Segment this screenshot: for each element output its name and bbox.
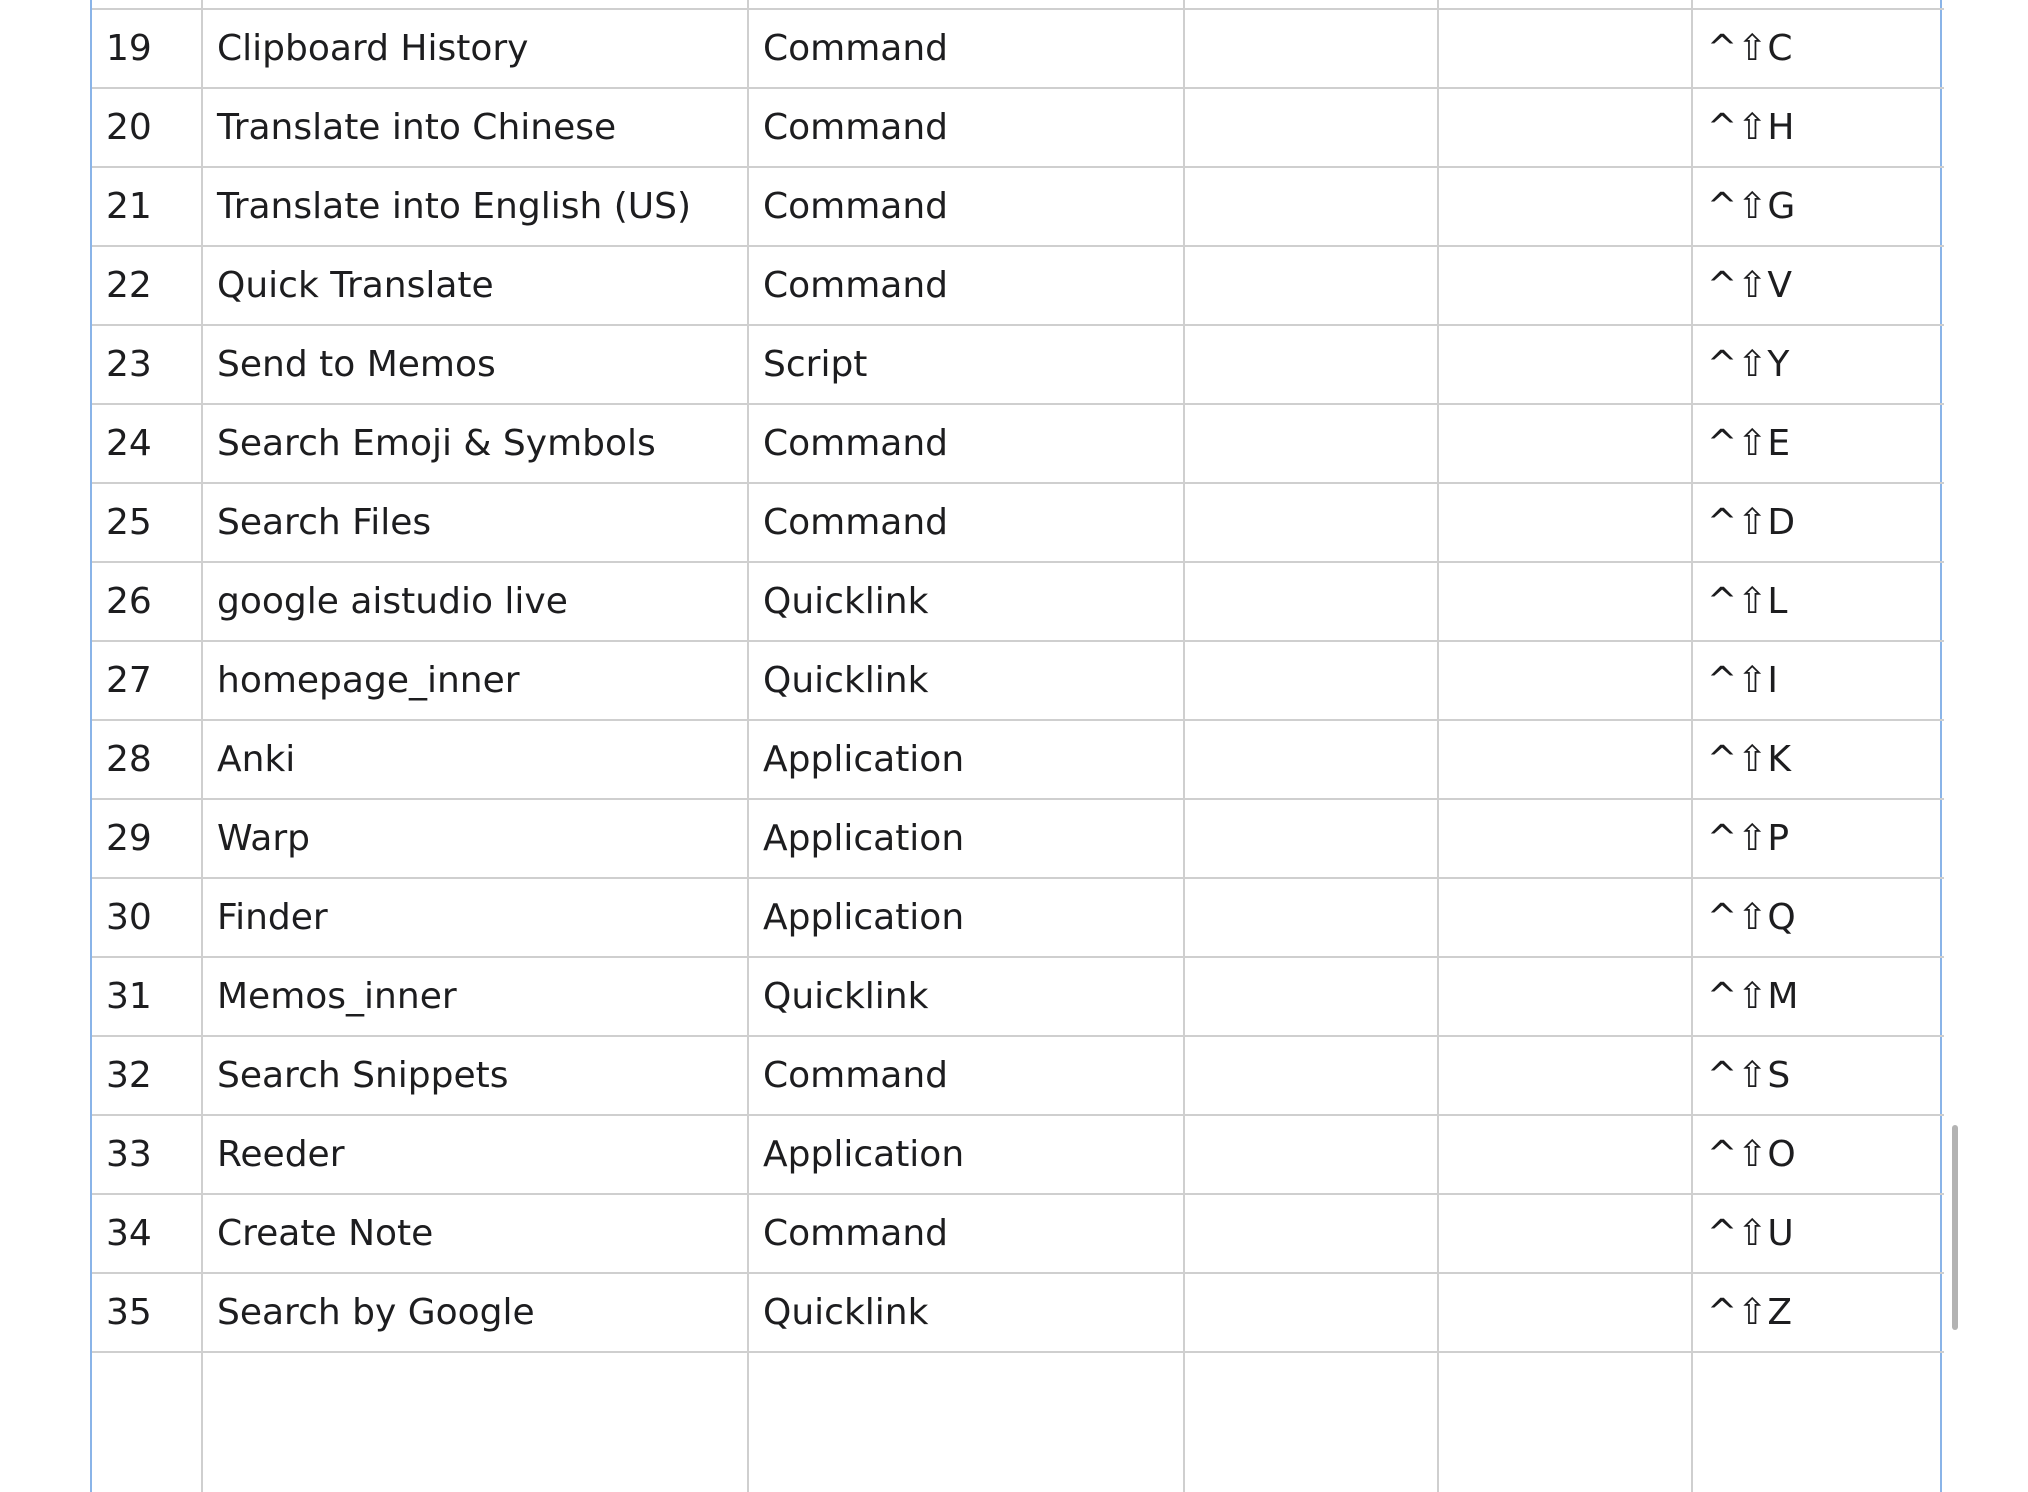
empty-cell-2[interactable] (1438, 957, 1692, 1036)
empty-cell-2[interactable] (1438, 720, 1692, 799)
hotkey-cell[interactable]: ^⇧G (1692, 167, 1944, 246)
hotkey-cell[interactable]: ^⇧Y (1692, 325, 1944, 404)
item-type-cell[interactable]: Application (748, 720, 1184, 799)
empty-cell-2[interactable] (1438, 246, 1692, 325)
empty-cell-1[interactable] (1184, 88, 1438, 167)
row-number-cell[interactable]: 23 (92, 325, 202, 404)
row-number-cell[interactable]: 26 (92, 562, 202, 641)
hotkey-cell[interactable]: ^⇧M (1692, 957, 1944, 1036)
empty-cell[interactable] (748, 1352, 1184, 1492)
row-number-cell[interactable]: 33 (92, 1115, 202, 1194)
item-type-cell[interactable]: Command (748, 483, 1184, 562)
row-number-cell[interactable]: 32 (92, 1036, 202, 1115)
row-number-cell[interactable]: 34 (92, 1194, 202, 1273)
item-name-cell[interactable]: Search by Google (202, 1273, 748, 1352)
item-name-cell[interactable]: Translate into English (US) (202, 167, 748, 246)
empty-cell-1[interactable] (1184, 1115, 1438, 1194)
table-row-partial (92, 0, 1944, 9)
empty-cell-2[interactable] (1438, 1115, 1692, 1194)
empty-cell-2[interactable] (1438, 799, 1692, 878)
item-name-cell[interactable]: Send to Memos (202, 325, 748, 404)
table-row (92, 720, 1944, 799)
hotkey-cell[interactable]: ^⇧V (1692, 246, 1944, 325)
row-number-cell[interactable]: 25 (92, 483, 202, 562)
empty-cell-1[interactable] (1184, 1273, 1438, 1352)
empty-cell-2[interactable] (1438, 404, 1692, 483)
item-type-cell[interactable]: Command (748, 1194, 1184, 1273)
table-frame (90, 0, 1942, 1492)
empty-cell-2[interactable] (1438, 325, 1692, 404)
item-type-cell[interactable]: Command (748, 88, 1184, 167)
hotkey-cell[interactable]: ^⇧S (1692, 1036, 1944, 1115)
cell[interactable] (202, 0, 748, 9)
hotkey-cell[interactable]: ^⇧L (1692, 562, 1944, 641)
row-number-cell[interactable]: 29 (92, 799, 202, 878)
table-row (92, 167, 1944, 246)
empty-cell-1[interactable] (1184, 957, 1438, 1036)
empty-cell-1[interactable] (1184, 483, 1438, 562)
item-name-cell[interactable]: Search Snippets (202, 1036, 748, 1115)
empty-cell[interactable] (1184, 1352, 1438, 1492)
empty-cell-2[interactable] (1438, 9, 1692, 88)
item-name-cell[interactable]: Search Emoji & Symbols (202, 404, 748, 483)
hotkey-cell[interactable]: ^⇧H (1692, 88, 1944, 167)
empty-cell-2[interactable] (1438, 1273, 1692, 1352)
empty-cell-1[interactable] (1184, 878, 1438, 957)
table-row (92, 1036, 1944, 1115)
table-row (92, 878, 1944, 957)
row-number-cell[interactable]: 31 (92, 957, 202, 1036)
empty-cell[interactable] (92, 1352, 202, 1492)
table-row-empty (92, 1352, 1944, 1492)
cell[interactable] (92, 0, 202, 9)
item-type-cell[interactable]: Application (748, 878, 1184, 957)
table-body (92, 0, 1944, 1492)
item-name-cell[interactable]: Translate into Chinese (202, 88, 748, 167)
empty-cell-1[interactable] (1184, 799, 1438, 878)
empty-cell-2[interactable] (1438, 88, 1692, 167)
table-row (92, 9, 1944, 88)
empty-cell-2[interactable] (1438, 641, 1692, 720)
item-type-cell[interactable]: Command (748, 404, 1184, 483)
item-type-cell[interactable]: Quicklink (748, 1273, 1184, 1352)
table-row (92, 562, 1944, 641)
item-name-cell[interactable]: Memos_inner (202, 957, 748, 1036)
empty-cell-1[interactable] (1184, 562, 1438, 641)
hotkey-cell[interactable]: ^⇧I (1692, 641, 1944, 720)
empty-cell-2[interactable] (1438, 562, 1692, 641)
item-name-cell[interactable]: Warp (202, 799, 748, 878)
item-type-cell[interactable]: Command (748, 167, 1184, 246)
table-row (92, 404, 1944, 483)
item-name-cell[interactable]: Anki (202, 720, 748, 799)
empty-cell-1[interactable] (1184, 9, 1438, 88)
row-number-cell[interactable]: 27 (92, 641, 202, 720)
table-row (92, 88, 1944, 167)
row-number-cell[interactable]: 21 (92, 167, 202, 246)
empty-cell-1[interactable] (1184, 1194, 1438, 1273)
empty-cell-1[interactable] (1184, 404, 1438, 483)
item-name-cell[interactable]: Create Note (202, 1194, 748, 1273)
item-type-cell[interactable]: Command (748, 246, 1184, 325)
item-type-cell[interactable]: Quicklink (748, 957, 1184, 1036)
cell[interactable] (1692, 0, 1944, 9)
hotkey-cell[interactable]: ^⇧K (1692, 720, 1944, 799)
hotkey-cell[interactable]: ^⇧P (1692, 799, 1944, 878)
empty-cell-1[interactable] (1184, 246, 1438, 325)
item-name-cell[interactable]: Search Files (202, 483, 748, 562)
empty-cell[interactable] (1692, 1352, 1944, 1492)
empty-cell-2[interactable] (1438, 878, 1692, 957)
empty-cell-2[interactable] (1438, 483, 1692, 562)
item-type-cell[interactable]: Application (748, 1115, 1184, 1194)
hotkey-cell[interactable]: ^⇧U (1692, 1194, 1944, 1273)
shortcuts-table (92, 0, 1944, 1492)
table-row (92, 957, 1944, 1036)
hotkey-cell[interactable]: ^⇧C (1692, 9, 1944, 88)
cell[interactable] (1438, 0, 1692, 9)
empty-cell-2[interactable] (1438, 1194, 1692, 1273)
item-type-cell[interactable]: Application (748, 799, 1184, 878)
hotkey-cell[interactable]: ^⇧Q (1692, 878, 1944, 957)
table-row (92, 1273, 1944, 1352)
hotkey-cell[interactable]: ^⇧E (1692, 404, 1944, 483)
empty-cell-1[interactable] (1184, 167, 1438, 246)
item-name-cell[interactable]: Reeder (202, 1115, 748, 1194)
table-row (92, 1194, 1944, 1273)
table-row (92, 483, 1944, 562)
empty-cell-2[interactable] (1438, 167, 1692, 246)
item-name-cell[interactable]: homepage_inner (202, 641, 748, 720)
item-type-cell[interactable]: Script (748, 325, 1184, 404)
row-number-cell[interactable]: 20 (92, 88, 202, 167)
row-number-cell[interactable]: 28 (92, 720, 202, 799)
item-type-cell[interactable]: Command (748, 9, 1184, 88)
empty-cell[interactable] (1438, 1352, 1692, 1492)
hotkey-cell[interactable]: ^⇧D (1692, 483, 1944, 562)
item-type-cell[interactable]: Quicklink (748, 562, 1184, 641)
row-number-cell[interactable]: 19 (92, 9, 202, 88)
row-number-cell[interactable]: 30 (92, 878, 202, 957)
empty-cell-2[interactable] (1438, 1036, 1692, 1115)
item-name-cell[interactable]: Finder (202, 878, 748, 957)
empty-cell-1[interactable] (1184, 720, 1438, 799)
empty-cell-1[interactable] (1184, 641, 1438, 720)
table-row (92, 246, 1944, 325)
vertical-scrollbar-thumb[interactable] (1952, 1125, 1958, 1330)
table-row (92, 799, 1944, 878)
row-number-cell[interactable]: 24 (92, 404, 202, 483)
item-type-cell[interactable]: Command (748, 1036, 1184, 1115)
table-row (92, 1115, 1944, 1194)
row-number-cell[interactable]: 22 (92, 246, 202, 325)
table-row (92, 325, 1944, 404)
row-number-cell[interactable]: 35 (92, 1273, 202, 1352)
item-name-cell[interactable]: Clipboard History (202, 9, 748, 88)
cell[interactable] (1184, 0, 1438, 9)
empty-cell[interactable] (202, 1352, 748, 1492)
item-type-cell[interactable]: Quicklink (748, 641, 1184, 720)
empty-cell-1[interactable] (1184, 1036, 1438, 1115)
item-name-cell[interactable]: google aistudio live (202, 562, 748, 641)
cell[interactable] (748, 0, 1184, 9)
hotkey-cell[interactable]: ^⇧Z (1692, 1273, 1944, 1352)
item-name-cell[interactable]: Quick Translate (202, 246, 748, 325)
hotkey-cell[interactable]: ^⇧O (1692, 1115, 1944, 1194)
empty-cell-1[interactable] (1184, 325, 1438, 404)
table-row (92, 641, 1944, 720)
